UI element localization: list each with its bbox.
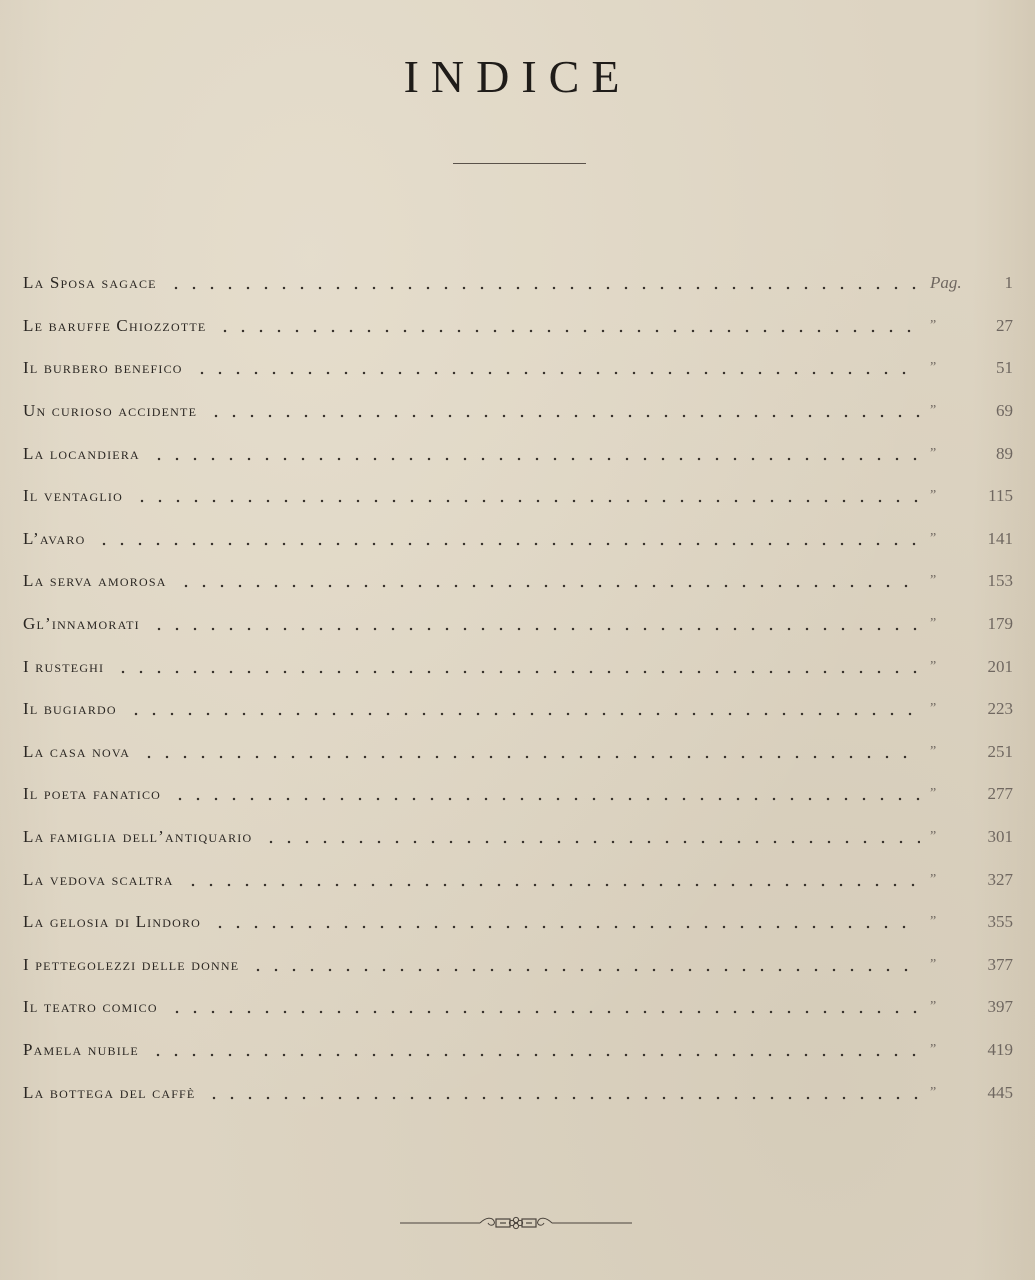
dot-leader bbox=[144, 445, 920, 463]
page-title: INDICE bbox=[403, 51, 632, 102]
dot-leader bbox=[243, 956, 920, 974]
toc-entry-title: La locandiera bbox=[23, 443, 140, 463]
ditto-mark: ” bbox=[930, 530, 937, 546]
toc-entry bbox=[23, 816, 1013, 859]
toc-entry bbox=[23, 731, 1013, 774]
dot-leader bbox=[187, 359, 920, 377]
toc-entry-page-number: 377 bbox=[987, 954, 1013, 974]
dot-leader bbox=[89, 530, 920, 548]
toc-entry-title: La serva amorosa bbox=[23, 571, 167, 591]
dot-leader bbox=[108, 658, 920, 676]
toc-entry-page-number: 327 bbox=[987, 869, 1013, 889]
ditto-mark: ” bbox=[930, 573, 937, 589]
ditto-mark: ” bbox=[930, 914, 937, 930]
toc-entry-page-number: 141 bbox=[987, 528, 1013, 548]
ditto-mark: ” bbox=[930, 658, 937, 674]
ditto-mark: ” bbox=[930, 403, 937, 419]
toc-entry bbox=[23, 390, 1013, 433]
dot-leader bbox=[199, 1084, 920, 1102]
toc-entry-title: Il teatro comico bbox=[23, 997, 158, 1017]
toc-entry-page-number: 445 bbox=[987, 1082, 1013, 1102]
title-divider bbox=[453, 163, 586, 164]
dot-leader bbox=[165, 785, 920, 803]
toc-entry bbox=[23, 901, 1013, 944]
toc-entry-title: La vedova scaltra bbox=[23, 869, 174, 889]
ditto-mark: ” bbox=[930, 871, 937, 887]
table-of-contents bbox=[23, 262, 1013, 1114]
dot-leader bbox=[256, 828, 920, 846]
toc-entry-page-number: 179 bbox=[987, 614, 1013, 634]
ditto-mark: ” bbox=[930, 488, 937, 504]
toc-entry-page-number: 355 bbox=[987, 912, 1013, 932]
decorative-ornament-icon bbox=[400, 1212, 632, 1234]
ditto-mark: ” bbox=[930, 1041, 937, 1057]
toc-entry-title: I pettegolezzi delle donne bbox=[23, 954, 240, 974]
dot-leader bbox=[210, 317, 920, 335]
toc-entry bbox=[23, 688, 1013, 731]
toc-entry-title: Un curioso accidente bbox=[23, 401, 198, 421]
toc-entry bbox=[23, 518, 1013, 561]
toc-entry-page-number: 419 bbox=[987, 1039, 1013, 1059]
toc-entry bbox=[23, 645, 1013, 688]
ditto-mark: ” bbox=[930, 1084, 937, 1100]
dot-leader bbox=[127, 487, 920, 505]
ditto-mark: ” bbox=[930, 999, 937, 1015]
toc-entry-title: Gl’innamorati bbox=[23, 614, 140, 634]
toc-entry-title: L’avaro bbox=[23, 528, 86, 548]
toc-entry-title: Le baruffe Chiozzotte bbox=[23, 315, 207, 335]
toc-entry-title: Il bugiardo bbox=[23, 699, 117, 719]
dot-leader bbox=[161, 274, 920, 292]
ditto-mark: ” bbox=[930, 786, 937, 802]
toc-entry bbox=[23, 262, 1013, 305]
toc-entry bbox=[23, 475, 1013, 518]
dot-leader bbox=[121, 700, 920, 718]
toc-entry bbox=[23, 1029, 1013, 1072]
toc-entry-page-number: 277 bbox=[987, 784, 1013, 804]
toc-entry-title: La bottega del caffè bbox=[23, 1082, 196, 1102]
toc-entry-page-number: 115 bbox=[988, 486, 1013, 506]
toc-entry bbox=[23, 986, 1013, 1029]
dot-leader bbox=[205, 913, 920, 931]
toc-entry-page-number: 69 bbox=[996, 401, 1013, 421]
dot-leader bbox=[162, 998, 920, 1016]
toc-entry-page-number: 397 bbox=[987, 997, 1013, 1017]
toc-entry bbox=[23, 347, 1013, 390]
toc-entry-title: Il poeta fanatico bbox=[23, 784, 162, 804]
toc-entry-title: Il burbero benefico bbox=[23, 358, 183, 378]
ditto-mark: ” bbox=[930, 956, 937, 972]
toc-entry bbox=[23, 432, 1013, 475]
ditto-mark: ” bbox=[930, 317, 937, 333]
toc-entry-page-number: 27 bbox=[996, 315, 1013, 335]
toc-entry-page-number: 251 bbox=[987, 741, 1013, 761]
dot-leader bbox=[143, 1041, 920, 1059]
ditto-mark: ” bbox=[930, 743, 937, 759]
dot-leader bbox=[144, 615, 920, 633]
ditto-mark: ” bbox=[930, 701, 937, 717]
toc-entry bbox=[23, 603, 1013, 646]
toc-entry bbox=[23, 1071, 1013, 1114]
ditto-mark: ” bbox=[930, 445, 937, 461]
toc-entry-title: La gelosia di Lindoro bbox=[23, 912, 202, 932]
toc-entry-page-number: 153 bbox=[987, 571, 1013, 591]
page-label: Pag. bbox=[930, 273, 962, 293]
toc-entry bbox=[23, 858, 1013, 901]
dot-leader bbox=[171, 572, 920, 590]
toc-entry-title: Pamela nubile bbox=[23, 1039, 139, 1059]
toc-entry bbox=[23, 560, 1013, 603]
dot-leader bbox=[178, 871, 920, 889]
toc-entry-page-number: 201 bbox=[987, 656, 1013, 676]
toc-entry-page-number: 1 bbox=[1004, 273, 1013, 293]
toc-entry-page-number: 223 bbox=[987, 699, 1013, 719]
dot-leader bbox=[134, 743, 920, 761]
toc-entry-title: La Sposa sagace bbox=[23, 273, 157, 293]
toc-entry-title: La casa nova bbox=[23, 741, 131, 761]
ditto-mark: ” bbox=[930, 616, 937, 632]
toc-entry-page-number: 89 bbox=[996, 443, 1013, 463]
toc-entry-page-number: 51 bbox=[996, 358, 1013, 378]
toc-entry-page-number: 301 bbox=[987, 827, 1013, 847]
ditto-mark: ” bbox=[930, 360, 937, 376]
toc-entry-title: I rusteghi bbox=[23, 656, 105, 676]
ditto-mark: ” bbox=[930, 829, 937, 845]
dot-leader bbox=[201, 402, 920, 420]
toc-entry bbox=[23, 944, 1013, 987]
toc-entry-title: La famiglia dell’antiquario bbox=[23, 827, 253, 847]
toc-entry-title: Il ventaglio bbox=[23, 486, 123, 506]
toc-entry bbox=[23, 305, 1013, 348]
toc-entry bbox=[23, 773, 1013, 816]
